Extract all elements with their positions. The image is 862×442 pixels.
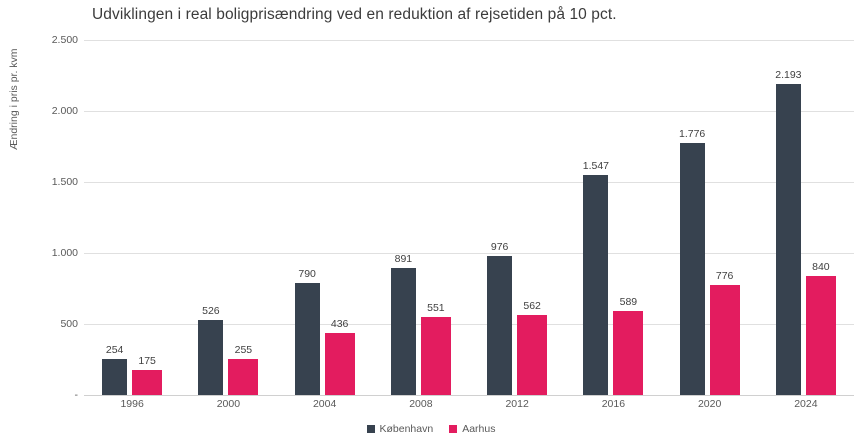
bar-wrapper [487, 241, 517, 395]
bar-value-label: 840 [812, 260, 830, 273]
bar-wrapper [198, 305, 228, 395]
x-axis-line [84, 395, 854, 396]
x-axis-tick-label: 2000 [216, 398, 241, 410]
bar-group [277, 40, 373, 395]
chart-title: Udviklingen i real boligprisændring ved en reduktion af rejsetiden på 10 pct. [92, 6, 617, 23]
bar-value-label: 1.547 [582, 160, 610, 173]
bar-wrapper [102, 343, 132, 395]
x-axis-tick-label: 2020 [697, 398, 722, 410]
bar-aarhus-2016[interactable] [613, 296, 643, 395]
y-axis-tick-labels [4, 34, 78, 401]
bar-value-label: 1.776 [678, 127, 706, 140]
bar-group [84, 40, 180, 395]
bar-group [469, 40, 565, 395]
y-axis-tick-label: 2.500 [51, 34, 78, 46]
bar-kbenhavn-2020[interactable] [678, 127, 706, 395]
legend-swatch-icon [449, 425, 457, 433]
bar-wrapper [582, 160, 613, 395]
bar-kbenhavn-2012[interactable] [487, 241, 512, 395]
bar-wrapper [295, 267, 325, 395]
bar-value-label: 2.193 [775, 68, 802, 81]
bar-group [758, 40, 854, 395]
bar-wrapper [613, 296, 643, 395]
bar-aarhus-2004[interactable] [325, 318, 355, 395]
bar-wrapper [806, 260, 836, 395]
bar-value-label: 254 [105, 343, 124, 356]
bar-aarhus-2012[interactable] [517, 300, 547, 395]
bar-value-label: 790 [298, 267, 316, 280]
bar-value-label: 976 [490, 241, 509, 254]
bar-aarhus-2024[interactable] [806, 260, 836, 395]
bar-wrapper [391, 253, 421, 395]
bar-aarhus-2020[interactable] [710, 269, 740, 395]
bar-groups [84, 40, 854, 395]
bar-wrapper [228, 343, 258, 395]
x-axis-tick-label: 2004 [312, 398, 337, 410]
bar-value-label: 255 [234, 343, 253, 356]
legend-item[interactable] [449, 423, 495, 435]
x-axis-tick-label: 2012 [505, 398, 529, 410]
y-axis-tick-label: 2.000 [51, 105, 78, 117]
x-axis-tick-label: 2008 [409, 398, 433, 410]
bar-wrapper [132, 355, 162, 395]
legend-item[interactable] [367, 423, 434, 435]
bar-wrapper [517, 300, 547, 395]
bar-group [180, 40, 276, 395]
bar-value-label: 589 [619, 296, 638, 309]
bar-value-label: 551 [427, 301, 445, 314]
bar-kbenhavn-2016[interactable] [582, 160, 610, 395]
legend-label: København [379, 423, 434, 435]
x-axis-tick-label: 2024 [794, 398, 818, 410]
bar-group [662, 40, 758, 395]
bar-wrapper [710, 269, 740, 395]
bar-wrapper [421, 301, 451, 395]
bar-aarhus-2008[interactable] [421, 301, 451, 395]
chart-legend [0, 423, 862, 435]
bar-value-label: 175 [138, 355, 156, 368]
bar-value-label: 562 [523, 300, 541, 313]
bar-value-label: 776 [715, 269, 734, 282]
x-axis-tick-label: 2016 [601, 398, 626, 410]
bar-kbenhavn-2000[interactable] [198, 305, 223, 395]
bar-kbenhavn-1996[interactable] [102, 343, 127, 395]
bar-value-label: 891 [394, 253, 413, 266]
x-axis-tick-labels [84, 398, 854, 410]
bar-wrapper [678, 127, 710, 395]
y-axis-tick-label: 500 [60, 318, 78, 330]
bar-wrapper [775, 68, 806, 395]
legend-swatch-icon [367, 425, 375, 433]
y-axis-tick-label: - [74, 389, 78, 401]
bar-aarhus-2000[interactable] [228, 343, 258, 395]
bar-wrapper [325, 318, 355, 395]
bar-group [373, 40, 469, 395]
bar-kbenhavn-2008[interactable] [391, 253, 416, 395]
bar-kbenhavn-2024[interactable] [775, 68, 802, 395]
y-axis-tick-label: 1.000 [51, 247, 78, 259]
legend-label: Aarhus [462, 423, 496, 435]
bar-value-label: 526 [202, 305, 220, 318]
bar-value-label: 436 [330, 318, 349, 331]
bar-group [565, 40, 661, 395]
bar-kbenhavn-2004[interactable] [295, 267, 320, 395]
x-axis-tick-label: 1996 [120, 398, 144, 410]
bar-aarhus-1996[interactable] [132, 355, 162, 395]
y-axis-tick-label: 1.500 [51, 176, 78, 188]
y-axis-title: Ændring i pris pr. kvm [8, 48, 20, 150]
